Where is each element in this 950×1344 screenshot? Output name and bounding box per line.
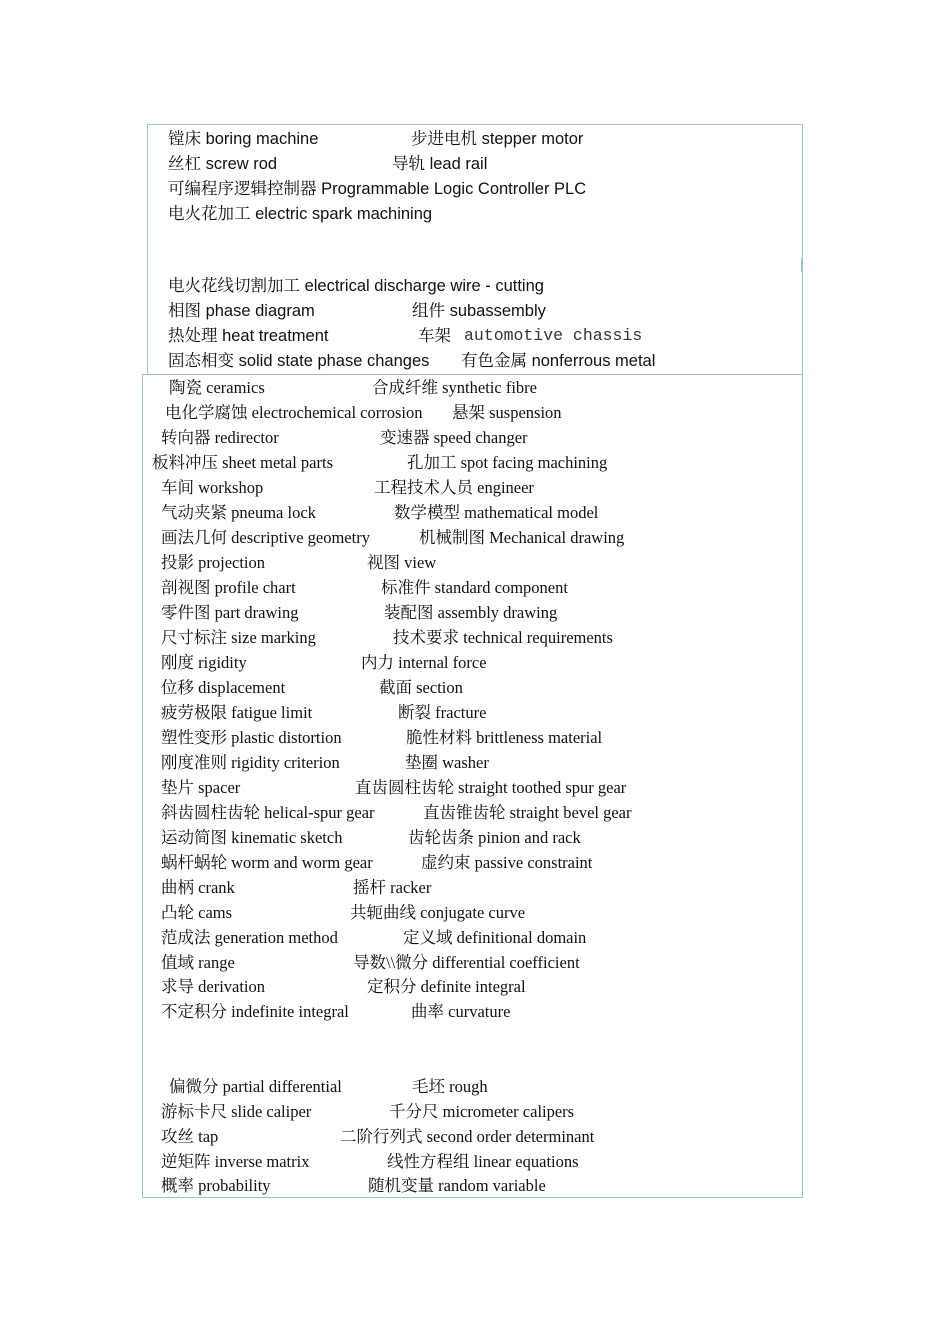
term-left: 值域 range [161,953,235,972]
term-right: 直齿锥齿轮 straight bevel gear [423,803,632,822]
term-left: 气动夹紧 pneuma lock [161,503,316,522]
term-left: 热处理 heat treatment [168,327,329,345]
term-left: 概率 probability [161,1176,271,1195]
term-right: 随机变量 random variable [368,1176,546,1195]
term-left: 刚度 rigidity [161,653,247,672]
term-right: 断裂 fracture [398,703,487,722]
term-left: 板料冲压 sheet metal parts [152,453,334,472]
term-left: 镗床 boring machine [168,130,319,148]
term-left: 电火花线切割加工 electrical discharge wire - cutting [168,277,544,295]
term-right: 技术要求 technical requirements [393,628,613,647]
term-right: 虚约束 passive constraint [421,853,593,872]
term-right: 截面 section [379,678,463,697]
term-left: 电火花加工 electric spark machining [168,205,433,223]
border-tick-left [147,258,148,272]
term-right-en: automotive chassis [464,326,643,345]
term-right: 导轨 lead rail [392,155,488,173]
term-right: 曲率 curvature [411,1002,511,1021]
term-right: 装配图 assembly drawing [384,603,558,622]
term-right: 组件 subassembly [412,302,546,320]
term-left: 逆矩阵 inverse matrix [161,1152,310,1171]
term-right: 垫圈 washer [405,753,489,772]
term-right: 毛坯 rough [412,1077,488,1096]
term-left: 可编程序逻辑控制器 Programmable Logic Controller PLC [168,180,587,198]
term-left: 求导 derivation [161,977,266,996]
term-left: 转向器 redirector [161,428,279,447]
term-right: 悬架 suspension [452,403,562,422]
term-right: 标准件 standard component [381,578,568,597]
term-right: 变速器 speed changer [380,428,528,447]
border-tick-right [801,258,802,272]
term-left: 画法几何 descriptive geometry [161,528,370,547]
term-left: 尺寸标注 size marking [161,628,316,647]
term-left: 疲劳极限 fatigue limit [161,703,313,722]
term-right-cn: 车架 [418,327,451,345]
term-right: 脆性材料 brittleness material [406,728,603,747]
term-left: 剖视图 profile chart [161,578,296,597]
term-right: 内力 internal force [361,653,487,672]
term-left: 投影 projection [161,553,266,572]
term-left: 垫片 spacer [161,778,241,797]
term-right: 直齿圆柱齿轮 straight toothed spur gear [355,778,627,797]
term-left: 运动简图 kinematic sketch [161,828,343,847]
term-left: 凸轮 cams [161,903,233,922]
term-left: 电化学腐蚀 electrochemical corrosion [165,403,423,422]
term-right: 定积分 definite integral [367,977,526,996]
term-left: 不定积分 indefinite integral [161,1002,349,1021]
term-right: 视图 view [367,553,437,572]
term-left: 位移 displacement [161,678,286,697]
term-left: 攻丝 tap [161,1127,219,1146]
term-right: 有色金属 nonferrous metal [461,352,656,370]
term-right: 机械制图 Mechanical drawing [419,528,625,547]
term-left: 范成法 generation method [161,928,338,947]
term-right: 线性方程组 linear equations [387,1152,579,1171]
term-left: 丝杠 screw rod [168,155,278,173]
term-left: 塑性变形 plastic distortion [161,728,342,747]
term-right: 二阶行列式 second order determinant [340,1127,595,1146]
term-left: 偏微分 partial differential [169,1077,342,1096]
term-right: 导数\\微分 differential coefficient [353,953,580,972]
term-left: 陶瓷 ceramics [169,378,265,397]
term-left: 刚度准则 rigidity criterion [161,753,340,772]
term-right: 数学模型 mathematical model [394,503,599,522]
term-left: 蜗杆蜗轮 worm and worm gear [161,853,373,872]
term-left: 游标卡尺 slide caliper [161,1102,312,1121]
term-right: 千分尺 micrometer calipers [389,1102,575,1121]
term-left: 零件图 part drawing [161,603,299,622]
term-right: 共轭曲线 conjugate curve [350,903,526,922]
term-left: 斜齿圆柱齿轮 helical-spur gear [161,803,375,822]
term-left: 相图 phase diagram [168,302,315,320]
term-right: 孔加工 spot facing machining [407,453,608,472]
term-right: 步进电机 stepper motor [411,130,584,148]
term-left: 固态相变 solid state phase changes [168,352,430,370]
term-right: 合成纤维 synthetic fibre [372,378,537,397]
term-left: 车间 workshop [161,478,264,497]
term-right: 摇杆 racker [353,878,432,897]
term-left: 曲柄 crank [161,878,235,897]
term-right: 定义域 definitional domain [403,928,587,947]
term-right: 齿轮齿条 pinion and rack [408,828,581,847]
term-right: 工程技术人员 engineer [374,478,534,497]
